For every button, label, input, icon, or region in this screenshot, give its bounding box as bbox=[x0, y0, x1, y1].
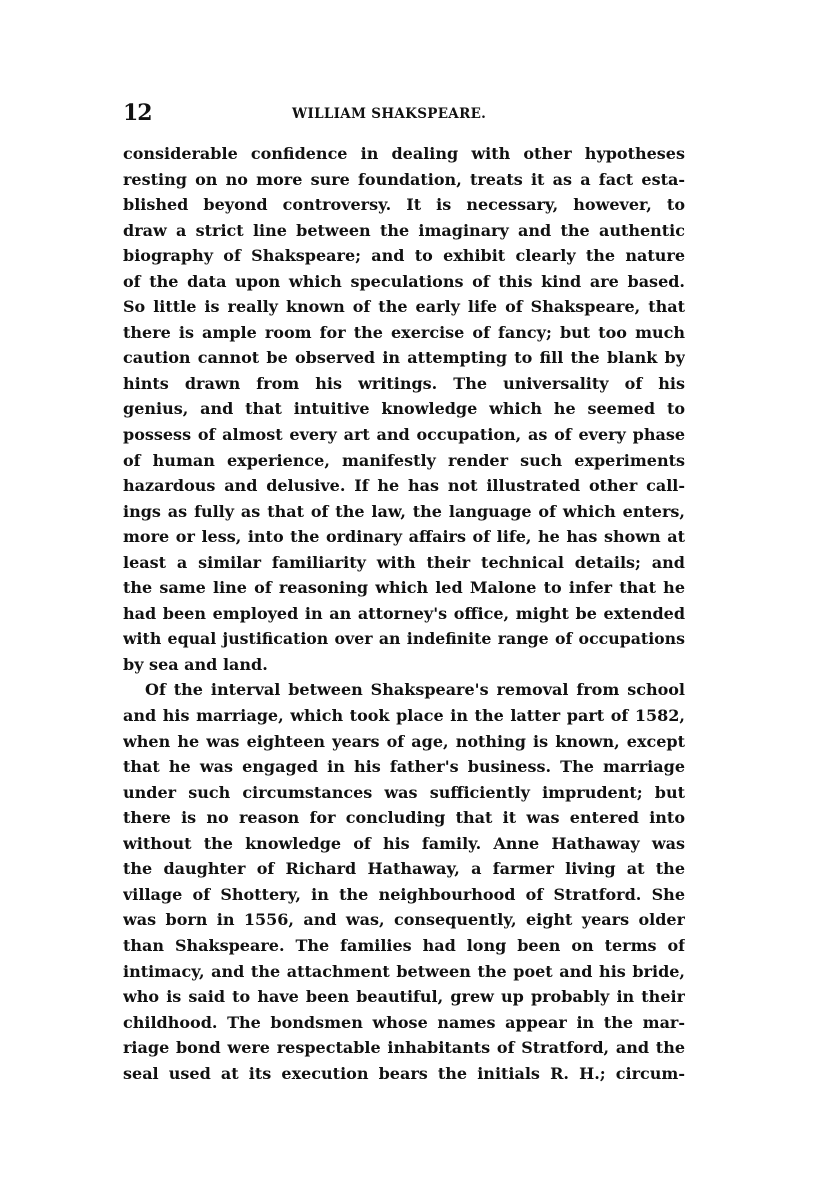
text-line: biography of Shakspeare; and to exhibit clearly the nature bbox=[123, 246, 685, 266]
page-number: 12 bbox=[123, 100, 152, 126]
text-line: ings as fully as that of the law, the language of which enters, bbox=[123, 501, 685, 521]
text-line: genius, and that intuitive knowledge which he seemed to bbox=[123, 399, 685, 419]
text-line: more or less, into the ordinary affairs of life, he has shown at bbox=[123, 527, 685, 547]
text-line: considerable confidence in dealing with other hypotheses bbox=[123, 144, 685, 163]
text-line: riage bond were respectable inhabitants of Stratford, and the bbox=[123, 1038, 685, 1058]
text-line: of the data upon which speculations of this kind are based. bbox=[123, 271, 685, 291]
text-line: caution cannot be observed in attempting to fill the blank by bbox=[123, 348, 685, 368]
text-line: Of the interval between Shakspeare's removal from school bbox=[145, 680, 685, 700]
text-line: had been employed in an attorney's office, might be extended bbox=[123, 603, 685, 623]
text-line: by sea and land. bbox=[123, 654, 268, 674]
text-line: least a similar familiarity with their technical details; and bbox=[123, 552, 685, 572]
text-line: of human experience, manifestly render such experiments bbox=[123, 450, 685, 470]
text-line: with equal justification over an indefinite range of occupations bbox=[123, 629, 685, 649]
text-line: under such circumstances was sufficiently imprudent; but bbox=[123, 782, 685, 802]
text-line: the same line of reasoning which led Malone to infer that he bbox=[123, 578, 685, 598]
page-header bbox=[123, 99, 685, 129]
text-line: was born in 1556, and was, consequently, eight years older bbox=[123, 910, 685, 930]
text-line: there is ample room for the exercise of fancy; but too much bbox=[123, 322, 685, 342]
text-line: draw a strict line between the imaginary and the authentic bbox=[123, 220, 685, 240]
text-line: possess of almost every art and occupation, as of every phase bbox=[123, 425, 685, 445]
body-text bbox=[123, 141, 685, 1086]
text-line: resting on no more sure foundation, treats it as a fact esta- bbox=[123, 169, 685, 189]
text-line: there is no reason for concluding that it was entered into bbox=[123, 808, 685, 828]
text-line: hints drawn from his writings. The universality of his bbox=[123, 373, 685, 393]
text-line: seal used at its execution bears the initials R. H.; circum- bbox=[123, 1063, 685, 1083]
text-line: So little is really known of the early life of Shakspeare, that bbox=[123, 297, 685, 317]
text-line: when he was eighteen years of age, nothing is known, except bbox=[123, 731, 685, 751]
text-line: than Shakspeare. The families had long been on terms of bbox=[123, 935, 685, 955]
text-line: that he was engaged in his father's business. The marriage bbox=[123, 757, 685, 777]
text-line: hazardous and delusive. If he has not illustrated other call- bbox=[123, 476, 685, 496]
running-title: WILLIAM SHAKSPEARE. bbox=[292, 106, 487, 122]
text-line: blished beyond controversy. It is necessary, however, to bbox=[123, 195, 685, 215]
paragraph bbox=[123, 677, 685, 1086]
text-line: village of Shottery, in the neighbourhood of Stratford. She bbox=[123, 884, 685, 904]
text-line: and his marriage, which took place in the latter part of 1582, bbox=[123, 706, 685, 726]
text-line: without the knowledge of his family. Anne Hathaway was bbox=[123, 833, 685, 853]
text-line: the daughter of Richard Hathaway, a farmer living at the bbox=[123, 859, 685, 879]
paragraph bbox=[123, 141, 685, 677]
text-line: intimacy, and the attachment between the poet and his bride, bbox=[123, 961, 685, 981]
text-line: childhood. The bondsmen whose names appear in the mar- bbox=[123, 1012, 685, 1032]
text-line: who is said to have been beautiful, grew up probably in their bbox=[123, 987, 685, 1007]
